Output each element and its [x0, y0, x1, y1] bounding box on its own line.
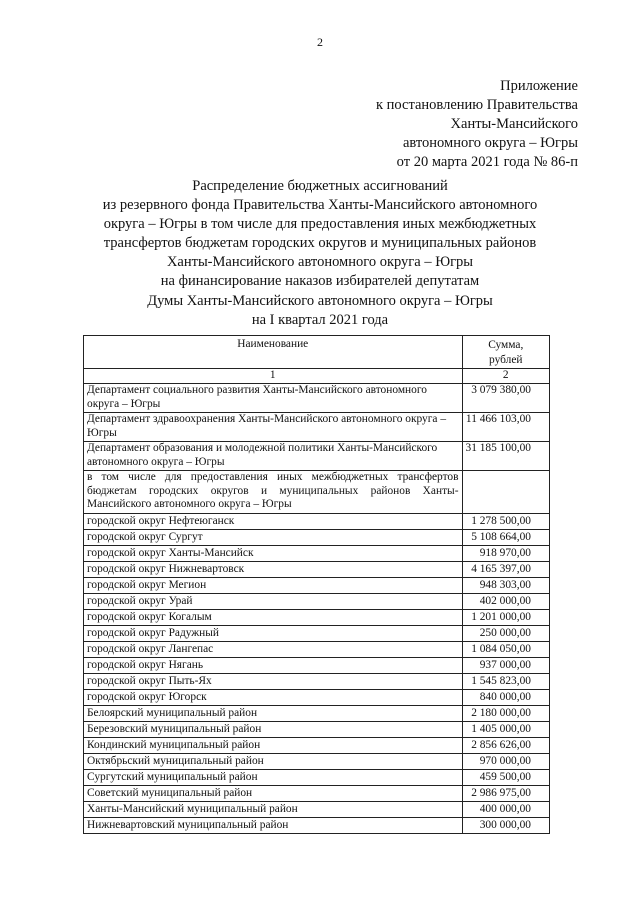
row-note: в том числе для предоставления иных межбюджетных трансфертов бюджетам городских округов и муниципальных районов Ханты-Мансийского автономного округа – Югры	[84, 471, 463, 514]
row-amount: 300 000,00	[462, 818, 550, 834]
page-number: 2	[317, 35, 323, 49]
title-line: из резервного фонда Правительства Ханты-Мансийского автономного	[102, 197, 538, 214]
table-row	[84, 578, 550, 594]
row-name: Сургутский муниципальный район	[84, 770, 463, 786]
table-row	[84, 514, 550, 530]
row-name: Октябрьский муниципальный район	[84, 754, 463, 770]
title-line: округа – Югры в том числе для предоставления иных межбюджетных	[103, 216, 537, 233]
row-amount: 459 500,00	[462, 770, 550, 786]
table-row	[84, 722, 550, 738]
row-amount: 970 000,00	[462, 754, 550, 770]
table-row	[84, 818, 550, 834]
title-line: на I квартал 2021 года	[251, 311, 389, 328]
appendix-line: от 20 марта 2021 года № 86-п	[396, 154, 578, 170]
table-row	[84, 738, 550, 754]
title-line: трансфертов бюджетам городских округов и муниципальных районов	[103, 235, 537, 252]
row-amount: 2 856 626,00	[462, 738, 550, 754]
row-name: городской округ Югорск	[84, 690, 463, 706]
table-row	[84, 690, 550, 706]
row-amount: 948 303,00	[462, 578, 550, 594]
row-name: Департамент здравоохранения Ханты-Мансийского автономного округа – Югры	[84, 413, 463, 442]
column-number: 2	[462, 369, 550, 384]
row-name: городской округ Когалым	[84, 610, 463, 626]
column-number: 1	[84, 369, 463, 384]
table-row	[84, 442, 550, 471]
row-amount: 4 165 397,00	[462, 562, 550, 578]
row-name: городской округ Мегион	[84, 578, 463, 594]
row-amount: 5 108 664,00	[462, 530, 550, 546]
row-amount: 250 000,00	[462, 626, 550, 642]
table-row	[84, 706, 550, 722]
row-name: городской округ Ханты-Мансийск	[84, 546, 463, 562]
appendix-line: автономного округа – Югры	[402, 135, 578, 151]
row-amount: 840 000,00	[462, 690, 550, 706]
header-name: Наименование	[84, 336, 463, 369]
row-name: Нижневартовский муниципальный район	[84, 818, 463, 834]
table-row	[84, 471, 550, 514]
title-line: Распределение бюджетных ассигнований	[192, 178, 448, 194]
table-row	[84, 754, 550, 770]
row-amount: 1 201 000,00	[462, 610, 550, 626]
row-amount: 937 000,00	[462, 658, 550, 674]
row-amount: 400 000,00	[462, 802, 550, 818]
table-row	[84, 642, 550, 658]
row-amount: 3 079 380,00	[462, 384, 550, 413]
row-name: городской округ Нижневартовск	[84, 562, 463, 578]
appendix-line: Приложение	[500, 78, 578, 94]
appendix-line: к постановлению Правительства	[376, 97, 578, 113]
row-amount: 31 185 100,00	[462, 442, 550, 471]
row-name: городской округ Сургут	[84, 530, 463, 546]
row-name: городской округ Лангепас	[84, 642, 463, 658]
table-row	[84, 786, 550, 802]
header-sum-line: рублей	[489, 354, 523, 366]
column-number-row	[84, 369, 550, 384]
row-name: Советский муниципальный район	[84, 786, 463, 802]
row-name: городской округ Пыть-Ях	[84, 674, 463, 690]
appendix-line: Ханты-Мансийского	[450, 116, 578, 132]
table-row	[84, 546, 550, 562]
table-row	[84, 530, 550, 546]
row-amount: 402 000,00	[462, 594, 550, 610]
row-name: городской округ Нягань	[84, 658, 463, 674]
row-amount: 918 970,00	[462, 546, 550, 562]
row-amount: 2 180 000,00	[462, 706, 550, 722]
row-name: Департамент образования и молодежной политики Ханты-Мансийского автономного округа – Югры	[84, 442, 463, 471]
row-amount: 11 466 103,00	[462, 413, 550, 442]
table-row	[84, 384, 550, 413]
row-name: Департамент социального развития Ханты-Мансийского автономного округа – Югры	[84, 384, 463, 413]
header-sum-line: Сумма,	[488, 339, 524, 351]
title-line: Думы Ханты-Мансийского автономного округа – Югры	[147, 292, 493, 309]
row-name: Березовский муниципальный район	[84, 722, 463, 738]
table-row	[84, 610, 550, 626]
title-line: на финансирование наказов избирателей депутатам	[160, 273, 480, 290]
table-header-row	[84, 336, 550, 369]
row-amount: 1 405 000,00	[462, 722, 550, 738]
row-name: городской округ Радужный	[84, 626, 463, 642]
table-row	[84, 802, 550, 818]
row-name: Кондинский муниципальный район	[84, 738, 463, 754]
table-row	[84, 562, 550, 578]
table-row	[84, 674, 550, 690]
row-name: Белоярский муниципальный район	[84, 706, 463, 722]
header-sum	[462, 336, 550, 369]
table-row	[84, 770, 550, 786]
row-amount: 1 545 823,00	[462, 674, 550, 690]
row-name: Ханты-Мансийский муниципальный район	[84, 802, 463, 818]
title-line: Ханты-Мансийского автономного округа – Югры	[166, 254, 474, 271]
row-amount-empty	[462, 471, 550, 514]
row-amount: 1 084 050,00	[462, 642, 550, 658]
allocation-table	[83, 335, 550, 834]
row-name: городской округ Нефтеюганск	[84, 514, 463, 530]
row-amount: 1 278 500,00	[462, 514, 550, 530]
row-amount: 2 986 975,00	[462, 786, 550, 802]
document-title	[75, 177, 565, 330]
row-name: городской округ Урай	[84, 594, 463, 610]
appendix-block	[376, 77, 578, 172]
table-row	[84, 594, 550, 610]
table-row	[84, 658, 550, 674]
table-row	[84, 626, 550, 642]
table-row	[84, 413, 550, 442]
